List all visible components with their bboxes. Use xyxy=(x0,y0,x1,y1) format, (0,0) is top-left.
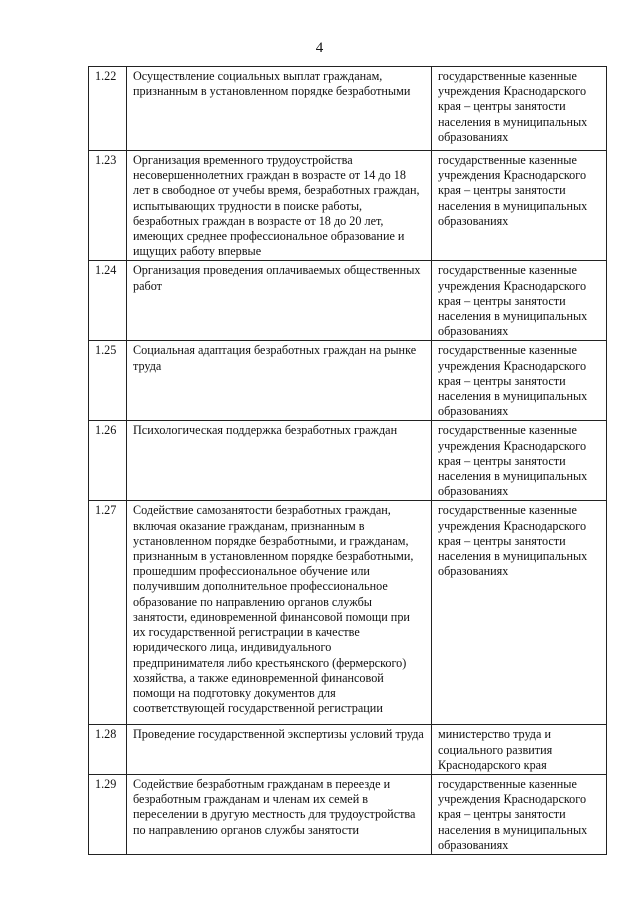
executor: государственные казенные учреждения Краснодарского края – центры занятости населения в муниципальных образованиях xyxy=(432,261,607,341)
page-number: 4 xyxy=(315,40,324,56)
executor: министерство труда и социального развития Краснодарского края xyxy=(432,725,607,775)
measure-name: Содействие безработным гражданам в переезде и безработным гражданам и членам их семей в переселении в другую местность для трудоустройства по направлению органов службы занятости xyxy=(127,775,432,855)
row-number: 1.27 xyxy=(89,501,127,725)
row-number: 1.29 xyxy=(89,775,127,855)
table-row xyxy=(89,775,607,855)
table-row xyxy=(89,151,607,261)
executor: государственные казенные учреждения Краснодарского края – центры занятости населения в муниципальных образованиях xyxy=(432,341,607,421)
table-row xyxy=(89,501,607,725)
measure-name: Социальная адаптация безработных граждан на рынке труда xyxy=(127,341,432,421)
row-number: 1.25 xyxy=(89,341,127,421)
measures-table xyxy=(88,66,607,855)
measure-name: Осуществление социальных выплат гражданам, признанным в установленном порядке безработными xyxy=(127,67,432,151)
measure-name: Проведение государственной экспертизы условий труда xyxy=(127,725,432,775)
row-number: 1.28 xyxy=(89,725,127,775)
measure-name: Организация временного трудоустройства несовершеннолетних граждан в возрасте от 14 до 18 лет в свободное от учебы время, безработных граждан, испытывающих трудности в поиске работы, безработных граждан в возрасте от 18 до 20 лет, имеющих среднее профессиональное образование и ищущих работу впервые xyxy=(127,151,432,261)
executor: государственные казенные учреждения Краснодарского края – центры занятости населения в муниципальных образованиях xyxy=(432,501,607,725)
row-number: 1.23 xyxy=(89,151,127,261)
row-number: 1.22 xyxy=(89,67,127,151)
table-row xyxy=(89,725,607,775)
executor: государственные казенные учреждения Краснодарского края – центры занятости населения в муниципальных образованиях xyxy=(432,67,607,151)
row-number: 1.24 xyxy=(89,261,127,341)
measure-name: Организация проведения оплачиваемых общественных работ xyxy=(127,261,432,341)
executor: государственные казенные учреждения Краснодарского края – центры занятости населения в муниципальных образованиях xyxy=(432,775,607,855)
table-row xyxy=(89,341,607,421)
row-number: 1.26 xyxy=(89,421,127,501)
measure-name: Содействие самозанятости безработных граждан, включая оказание гражданам, признанным в установленном порядке безработными, и гражданам, признанным в установленном порядке безработными, прошедшим профессиональное обучение или получившим дополнительное профессиональное образование по направлению органов службы занятости, единовременной финансовой помощи при их государственной регистрации в качестве юридического лица, индивидуального предпринимателя либо крестьянского (фермерского) хозяйства, а также единовременной финансовой помощи на подготовку документов для соответствующей государственной регистрации xyxy=(127,501,432,725)
table-row xyxy=(89,261,607,341)
executor: государственные казенные учреждения Краснодарского края – центры занятости населения в муниципальных образованиях xyxy=(432,151,607,261)
executor: государственные казенные учреждения Краснодарского края – центры занятости населения в муниципальных образованиях xyxy=(432,421,607,501)
table-row xyxy=(89,421,607,501)
table-row xyxy=(89,67,607,151)
measure-name: Психологическая поддержка безработных граждан xyxy=(127,421,432,501)
